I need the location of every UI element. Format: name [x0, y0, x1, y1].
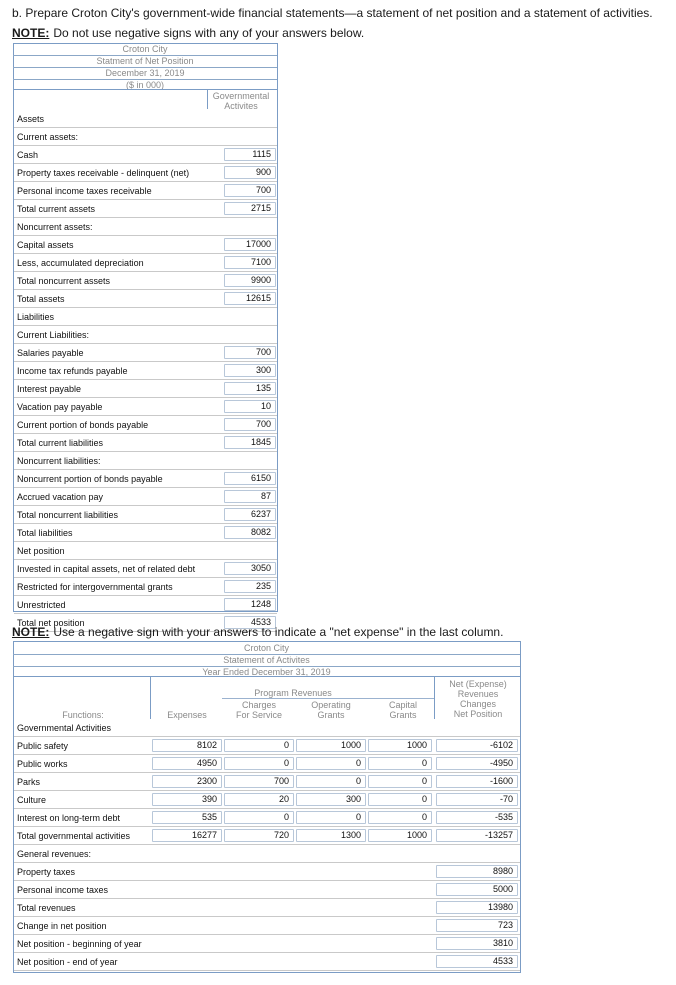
row-interest-on-long-term-debt [14, 809, 520, 827]
row-label: Governmental Activities [17, 723, 112, 733]
amount-input[interactable]: 6150 [224, 472, 276, 485]
row-label: General revenues: [17, 849, 92, 859]
charges-column-header: Charges For Service [235, 700, 282, 720]
row-label: Total governmental activities [17, 831, 131, 841]
row-label: Personal income taxes [17, 885, 109, 895]
row-total-revenues [14, 899, 520, 917]
row-label: Accrued vacation pay [17, 492, 104, 502]
row-label: Salaries payable [17, 348, 84, 358]
expenses-input[interactable]: 8102 [152, 739, 222, 752]
amount-input[interactable]: 235 [224, 580, 276, 593]
note-label: NOTE: [12, 625, 50, 639]
row-less-accumulated-depreciation [14, 254, 277, 272]
row-total-current-liabilities [14, 434, 277, 452]
expenses-input[interactable]: 535 [152, 811, 222, 824]
row-label: Total noncurrent assets [17, 276, 111, 286]
operating-grants-input[interactable]: 300 [296, 793, 366, 806]
row-general-revenues [14, 845, 520, 863]
row-label: Current assets: [17, 132, 79, 142]
row-label: Culture [17, 795, 47, 805]
row-label: Invested in capital assets, net of related debt [17, 564, 196, 574]
row-label: Total revenues [17, 903, 76, 913]
row-label: Restricted for intergovernmental grants [17, 582, 173, 592]
row-label: Personal income taxes receivable [17, 186, 152, 196]
operating-grants-input[interactable]: 0 [296, 757, 366, 770]
amount-input[interactable]: 700 [224, 346, 276, 359]
net-position-input[interactable]: 723 [436, 919, 518, 932]
row-noncurrent-assets [14, 218, 277, 236]
row-label: Net position [17, 546, 65, 556]
amount-input[interactable]: 135 [224, 382, 276, 395]
net-position-input[interactable]: -4950 [436, 757, 518, 770]
amount-input[interactable]: 1115 [224, 148, 276, 161]
row-personal-income-taxes-receivable [14, 182, 277, 200]
capital-grants-input[interactable]: 0 [368, 811, 432, 824]
amount-input[interactable]: 17000 [224, 238, 276, 251]
row-net-position [14, 542, 277, 560]
row-property-taxes [14, 863, 520, 881]
row-personal-income-taxes [14, 881, 520, 899]
soa-header-line: Croton City [243, 643, 289, 653]
note-label: NOTE: [12, 26, 50, 40]
expenses-input[interactable]: 390 [152, 793, 222, 806]
net-position-input[interactable]: 3810 [436, 937, 518, 950]
row-public-safety [14, 737, 520, 755]
row-culture [14, 791, 520, 809]
net-position-input[interactable]: -6102 [436, 739, 518, 752]
note-text: Do not use negative signs with any of your answers below. [53, 26, 365, 40]
row-label: Interest payable [17, 384, 82, 394]
row-label: Capital assets [17, 240, 74, 250]
amount-input[interactable]: 4533 [224, 616, 276, 629]
row-label: Noncurrent liabilities: [17, 456, 101, 466]
amount-input[interactable]: 1248 [224, 598, 276, 611]
row-label: Assets [17, 114, 45, 124]
amount-input[interactable]: 900 [224, 166, 276, 179]
amount-input[interactable]: 10 [224, 400, 276, 413]
sonp-header-line: December 31, 2019 [13, 67, 277, 79]
capital-grants-column-header: Capital Grants [388, 700, 417, 720]
amount-input[interactable]: 12615 [224, 292, 276, 305]
charges-input[interactable]: 720 [224, 829, 294, 842]
capital-grants-input[interactable]: 0 [368, 793, 432, 806]
row-label: Change in net position [17, 921, 107, 931]
row-capital-assets [14, 236, 277, 254]
sonp-header-line: Statment of Net Position [13, 55, 277, 67]
amount-input[interactable]: 1845 [224, 436, 276, 449]
row-net-position-end-of-year [14, 953, 520, 971]
sonp-header-line: ($ in 000) [13, 79, 277, 91]
net-position-input[interactable]: 5000 [436, 883, 518, 896]
net-position-input[interactable]: -1600 [436, 775, 518, 788]
row-total-current-assets [14, 200, 277, 218]
net-position-input[interactable]: -70 [436, 793, 518, 806]
row-label: Public works [17, 759, 68, 769]
functions-column-header: Functions: [62, 710, 104, 720]
soa-header-line: Statement of Activites [13, 654, 520, 666]
operating-grants-column-header: Operating Grants [311, 700, 351, 720]
row-vacation-pay-payable [14, 398, 277, 416]
row-label: Noncurrent assets: [17, 222, 93, 232]
amount-input[interactable]: 8082 [224, 526, 276, 539]
row-label: Total assets [17, 294, 65, 304]
governmental-activities-column-header: Governmental Activites [212, 91, 270, 111]
amount-input[interactable]: 3050 [224, 562, 276, 575]
row-label: Net position - end of year [17, 957, 118, 967]
row-label: Parks [17, 777, 41, 787]
row-noncurrent-liabilities [14, 452, 277, 470]
row-label: Current Liabilities: [17, 330, 90, 340]
note-net-expense [12, 625, 503, 639]
row-label: Total net position [17, 618, 85, 628]
row-public-works [14, 755, 520, 773]
capital-grants-input[interactable]: 1000 [368, 829, 432, 842]
capital-grants-input[interactable]: 0 [368, 757, 432, 770]
row-total-assets [14, 290, 277, 308]
expenses-input[interactable]: 4950 [152, 757, 222, 770]
row-cash [14, 146, 277, 164]
operating-grants-input[interactable]: 0 [296, 811, 366, 824]
amount-input[interactable]: 300 [224, 364, 276, 377]
row-noncurrent-portion-of-bonds-payable [14, 470, 277, 488]
row-property-taxes-receivable-delinquent-net [14, 164, 277, 182]
amount-input[interactable]: 700 [224, 184, 276, 197]
amount-input[interactable]: 7100 [224, 256, 276, 269]
row-unrestricted [14, 596, 277, 614]
part-heading: b. Prepare Croton City's government-wide financial statements—a statement of net position and a statement of activities. [12, 6, 653, 20]
row-income-tax-refunds-payable [14, 362, 277, 380]
expenses-column-header: Expenses [167, 710, 207, 720]
amount-input[interactable]: 6237 [224, 508, 276, 521]
note-text: Use a negative sign with your answers to indicate a "net expense" in the last column. [53, 625, 504, 639]
row-label: Noncurrent portion of bonds payable [17, 474, 163, 484]
row-label: Total current assets [17, 204, 96, 214]
operating-grants-input[interactable]: 1300 [296, 829, 366, 842]
row-change-in-net-position [14, 917, 520, 935]
row-restricted-for-intergovernmental-grants [14, 578, 277, 596]
charges-input[interactable]: 0 [224, 757, 294, 770]
row-label: Current portion of bonds payable [17, 420, 149, 430]
capital-grants-input[interactable]: 1000 [368, 739, 432, 752]
row-label: Property taxes receivable - delinquent (net) [17, 168, 190, 178]
sonp-header-line: Croton City [122, 44, 168, 54]
expenses-input[interactable]: 16277 [152, 829, 222, 842]
row-current-liabilities [14, 326, 277, 344]
row-label: Public safety [17, 741, 69, 751]
activities-header [13, 643, 520, 678]
row-assets [14, 110, 277, 128]
expenses-input[interactable]: 2300 [152, 775, 222, 788]
row-label: Income tax refunds payable [17, 366, 128, 376]
row-invested-in-capital-assets-net-of-related-debt [14, 560, 277, 578]
row-parks [14, 773, 520, 791]
row-label: Net position - beginning of year [17, 939, 142, 949]
row-total-noncurrent-liabilities [14, 506, 277, 524]
net-position-input[interactable]: 4533 [436, 955, 518, 968]
net-position-column-header: Net (Expense) Revenues Changes Net Position [449, 679, 507, 719]
row-total-governmental-activities [14, 827, 520, 845]
charges-input[interactable]: 0 [224, 739, 294, 752]
row-label: Cash [17, 150, 39, 160]
note-no-negatives [12, 26, 364, 40]
capital-grants-input[interactable]: 0 [368, 775, 432, 788]
program-revenues-header: Program Revenues [254, 688, 332, 698]
net-position-input[interactable]: 8980 [436, 865, 518, 878]
row-label: Total current liabilities [17, 438, 104, 448]
row-label: Total noncurrent liabilities [17, 510, 119, 520]
row-label: Unrestricted [17, 600, 66, 610]
row-total-liabilities [14, 524, 277, 542]
row-liabilities [14, 308, 277, 326]
amount-input[interactable]: 700 [224, 418, 276, 431]
row-label: Less, accumulated depreciation [17, 258, 144, 268]
row-label: Property taxes [17, 867, 76, 877]
net-position-input[interactable]: -535 [436, 811, 518, 824]
row-label: Vacation pay payable [17, 402, 103, 412]
amount-input[interactable]: 87 [224, 490, 276, 503]
row-label: Interest on long-term debt [17, 813, 121, 823]
row-salaries-payable [14, 344, 277, 362]
row-net-position-beginning-of-year [14, 935, 520, 953]
net-position-input[interactable]: 13980 [436, 901, 518, 914]
row-current-assets [14, 128, 277, 146]
row-label: Total liabilities [17, 528, 73, 538]
charges-input[interactable]: 0 [224, 811, 294, 824]
charges-input[interactable]: 20 [224, 793, 294, 806]
net-position-header [13, 44, 277, 91]
operating-grants-input[interactable]: 1000 [296, 739, 366, 752]
row-current-portion-of-bonds-payable [14, 416, 277, 434]
row-interest-payable [14, 380, 277, 398]
amount-input[interactable]: 9900 [224, 274, 276, 287]
row-total-noncurrent-assets [14, 272, 277, 290]
row-governmental-activities [14, 719, 520, 737]
net-position-input[interactable]: -13257 [436, 829, 518, 842]
row-accrued-vacation-pay [14, 488, 277, 506]
charges-input[interactable]: 700 [224, 775, 294, 788]
amount-input[interactable]: 2715 [224, 202, 276, 215]
operating-grants-input[interactable]: 0 [296, 775, 366, 788]
soa-header-line: Year Ended December 31, 2019 [13, 666, 520, 678]
row-label: Liabilities [17, 312, 55, 322]
